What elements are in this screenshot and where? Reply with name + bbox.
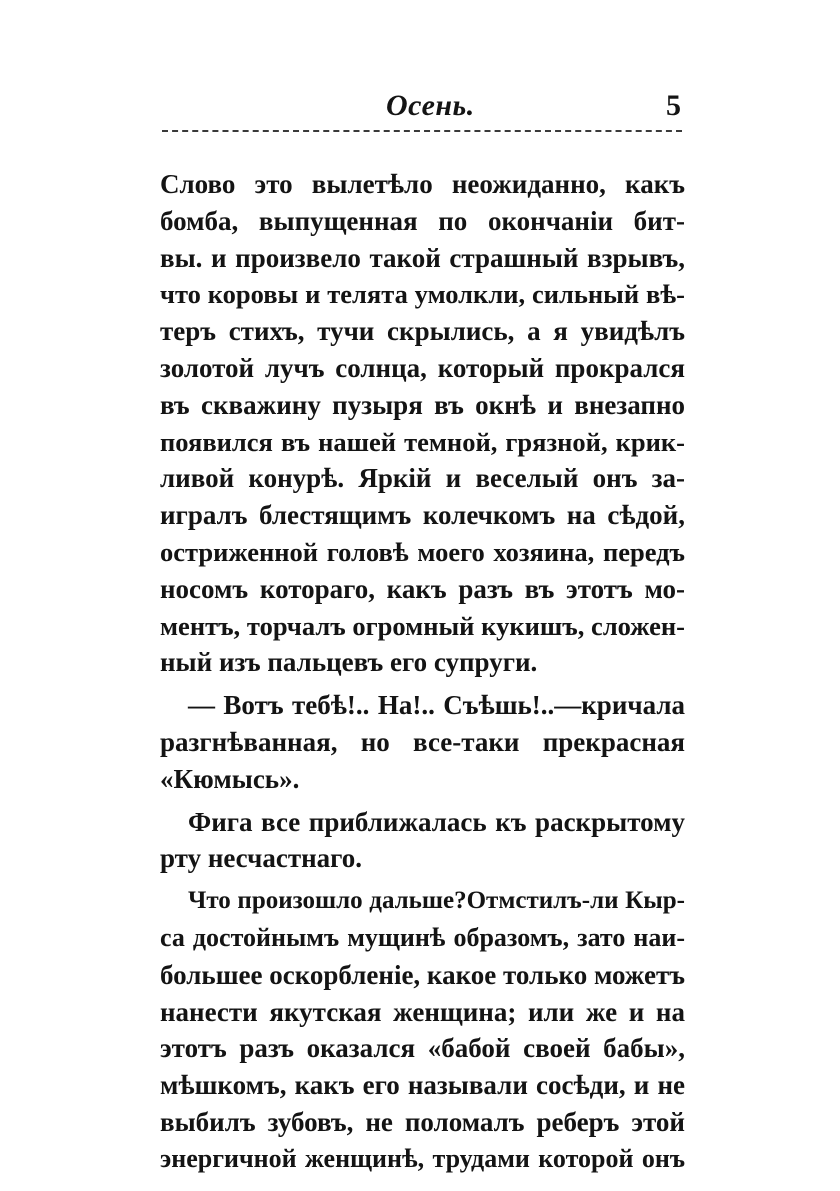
paragraph	[160, 687, 685, 797]
text-line: разгнѣванная, но все-таки прекрасная	[160, 726, 685, 757]
paragraph	[160, 804, 685, 878]
text-line: вы. и произвело такой страшный взрывъ,	[160, 242, 685, 273]
text-line: «Кюмысь».	[160, 763, 300, 794]
text-line: теръ стихъ, тучи скрылись, а я увидѣлъ	[160, 316, 685, 347]
text-line: ный изъ пальцевъ его супруги.	[160, 647, 538, 678]
text-line: ливой конурѣ. Яркiй и веселый онъ за-	[160, 463, 685, 494]
text-line: этотъ разъ оказался «бабой своей бабы»,	[160, 1033, 685, 1064]
text-line: нанести якутская женщина; или же и на	[160, 996, 685, 1027]
text-line: остриженной головѣ моего хозяина, передъ	[160, 536, 685, 567]
text-line: игралъ блестящимъ колечкомъ на сѣдой,	[160, 500, 685, 531]
text-line: мѣшкомъ, какъ его называли сосѣди, и не	[160, 1070, 685, 1101]
text-line: Фига все приближалась къ раскрытому	[188, 806, 685, 837]
text-line: что коровы и телята умолкли, сильный вѣ-	[160, 279, 685, 310]
text-line: са достойнымъ мущинѣ образомъ, зато наи-	[160, 922, 685, 952]
paragraph	[160, 166, 685, 681]
text-line: большее оскорбленiе, какое только можетъ	[160, 959, 686, 990]
text-line: Слово это вылетѣло неожиданно, какъ	[160, 169, 685, 199]
page-number: 5	[666, 89, 681, 122]
paragraph	[160, 883, 685, 1177]
text-line: Что произошло дальше?Отмстилъ-ли Кыр-	[188, 887, 685, 915]
running-head-title: Осень.	[386, 89, 475, 122]
running-head	[160, 86, 685, 126]
text-line: выбилъ зубовъ, не поломалъ реберъ этой	[160, 1106, 685, 1137]
body-text	[160, 166, 685, 1178]
text-line: появился въ нашей темной, грязной, крик-	[160, 426, 685, 457]
text-line: золотой лучъ солнца, который прокрался	[160, 352, 685, 383]
text-line: — Вотъ тебѣ!.. На!.. Съѣшь!..—кричала	[188, 690, 685, 721]
header-rule	[162, 130, 682, 132]
text-line: рту несчастнаго.	[160, 843, 362, 874]
text-line: ментъ, торчалъ огромный кукишъ, сложен-	[160, 610, 685, 641]
text-line: энергичной женщинѣ, трудами которой онъ	[160, 1143, 685, 1173]
text-line: носомъ котораго, какъ разъ въ этотъ мо-	[160, 573, 685, 604]
text-line: въ скважину пузыря въ окнѣ и внезапно	[160, 389, 685, 420]
text-line: бомба, выпущенная по окончанiи бит-	[160, 205, 685, 236]
